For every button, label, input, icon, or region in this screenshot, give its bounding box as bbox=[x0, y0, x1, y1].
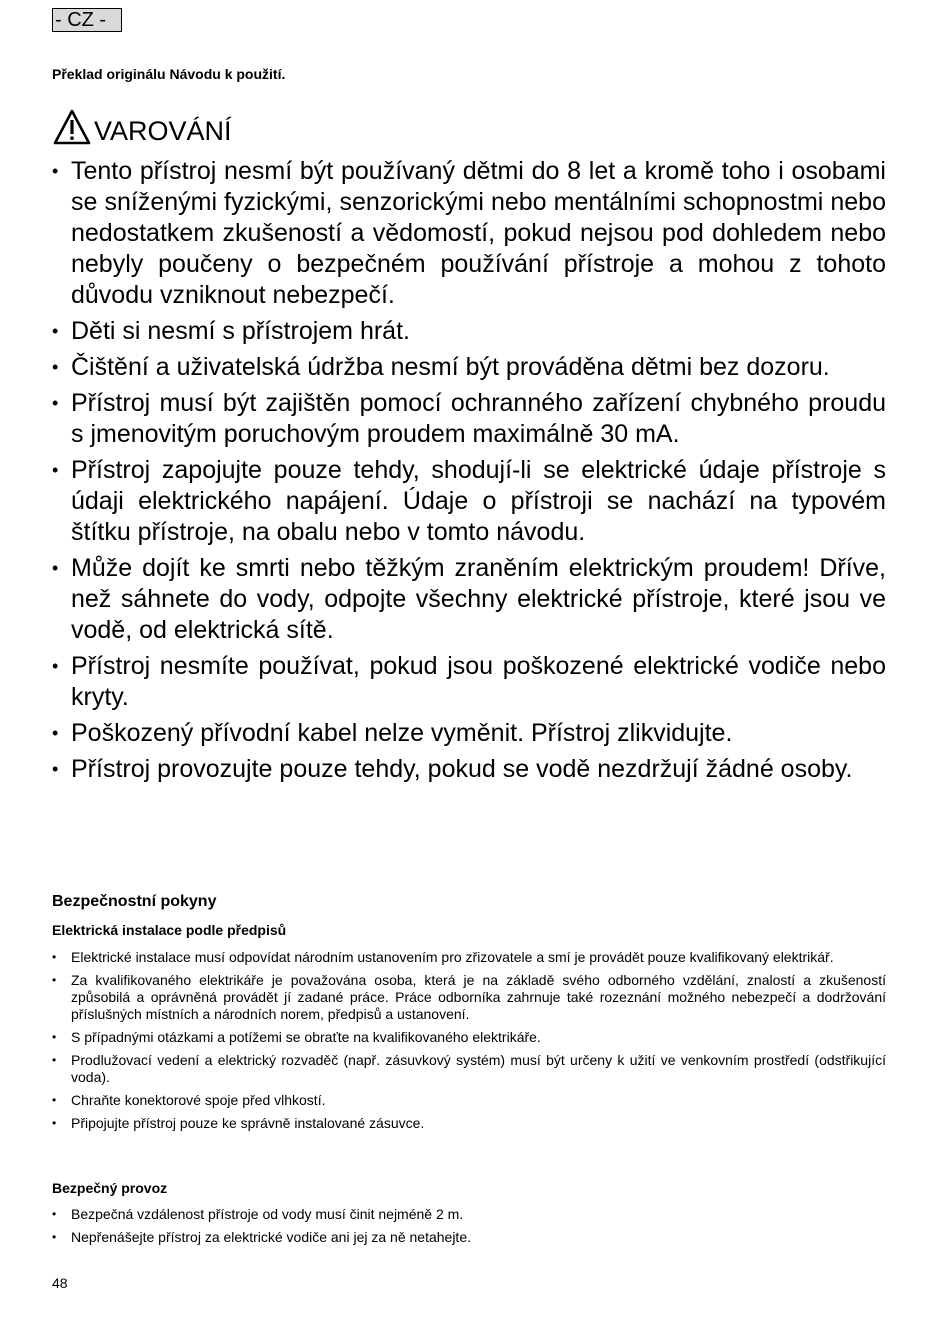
warning-heading bbox=[52, 106, 232, 146]
list-item: • Bezpečná vzdálenost přístroje od vody musí činit nejméně 2 m. bbox=[52, 1206, 464, 1222]
list-item: • Přístroj nesmíte používat, pokud jsou poškozené elektrické vodiče nebo kryty. bbox=[52, 652, 886, 711]
safety-section-title: Bezpečnostní pokyny bbox=[52, 893, 217, 910]
translation-note: Překlad originálu Návodu k použití. bbox=[52, 66, 286, 82]
list-item: • Za kvalifikovaného elektrikáře je považována osoba, která je na základě svého odborného vzdělání, znalostí a zkušeností způsobilá a oprávněná provádět jí zadané práce. Práce odborníka zahrnuje také rozeznání možného nebezpečí a dodržování příslušných místních a národních norem, předpisů a ustanovení. bbox=[52, 972, 886, 1022]
page-number: 48 bbox=[52, 1275, 68, 1291]
list-item: • Přístroj provozujte pouze tehdy, pokud se vodě nezdržují žádné osoby. bbox=[52, 755, 853, 783]
warning-triangle-icon bbox=[52, 108, 92, 146]
list-item: • Chraňte konektorové spoje před vlhkostí. bbox=[52, 1092, 326, 1108]
operation-list bbox=[52, 1206, 886, 1252]
list-item: • S případnými otázkami a potížemi se obraťte na kvalifikovaného elektrikáře. bbox=[52, 1029, 541, 1045]
warning-title: VAROVÁNÍ bbox=[94, 116, 232, 146]
list-item: • Přístroj zapojujte pouze tehdy, shodují-li se elektrické údaje přístroje s údaji elektrického napájení. Údaje o přístroji se nachází na typovém štítku přístroje, na obalu nebo v tomto návodu. bbox=[52, 456, 886, 546]
list-item: • Prodlužovací vedení a elektrický rozvaděč (např. zásuvkový systém) musí být určeny k užití ve venkovním prostředí (odstřikující voda). bbox=[52, 1052, 886, 1085]
list-item: • Tento přístroj nesmí být používaný dětmi do 8 let a kromě toho i osobami se sníženými fyzickými, senzorickými nebo mentálními schopnostmi nebo nedostatkem zkušeností a vědomostí, pokud nejsou pod dohledem nebo nebyly poučeny o bezpečném používání přístroje a mohou z tohoto důvodu vzniknout nebezpečí. bbox=[52, 157, 886, 309]
list-item: • Poškozený přívodní kabel nelze vyměnit. Přístroj zlikvidujte. bbox=[52, 719, 733, 747]
list-item: • Může dojít ke smrti nebo těžkým zraněním elektrickým proudem! Dříve, než sáhnete do vody, odpojte všechny elektrické přístroje, které jsou ve vodě, od elektrická sítě. bbox=[52, 554, 886, 644]
list-item: • Děti si nesmí s přístrojem hrát. bbox=[52, 317, 410, 345]
list-item: • Elektrické instalace musí odpovídat národním ustanovením pro zřizovatele a smí je provádět pouze kvalifikovaný elektrikář. bbox=[52, 949, 834, 965]
language-tag: - CZ - bbox=[52, 8, 122, 32]
warning-list bbox=[52, 156, 886, 790]
electrical-list bbox=[52, 949, 886, 1138]
list-item: • Připojujte přístroj pouze ke správně instalované zásuvce. bbox=[52, 1115, 425, 1131]
operation-subsection-title: Bezpečný provoz bbox=[52, 1180, 168, 1196]
list-item: • Čištění a uživatelská údržba nesmí být prováděna dětmi bez dozoru. bbox=[52, 353, 830, 381]
list-item: • Přístroj musí být zajištěn pomocí ochranného zařízení chybného proudu s jmenovitým poruchovým proudem maximálně 30 mA. bbox=[52, 389, 886, 448]
electrical-subsection-title: Elektrická instalace podle předpisů bbox=[52, 922, 287, 938]
list-item: • Nepřenášejte přístroj za elektrické vodiče ani jej za ně netahejte. bbox=[52, 1229, 471, 1245]
